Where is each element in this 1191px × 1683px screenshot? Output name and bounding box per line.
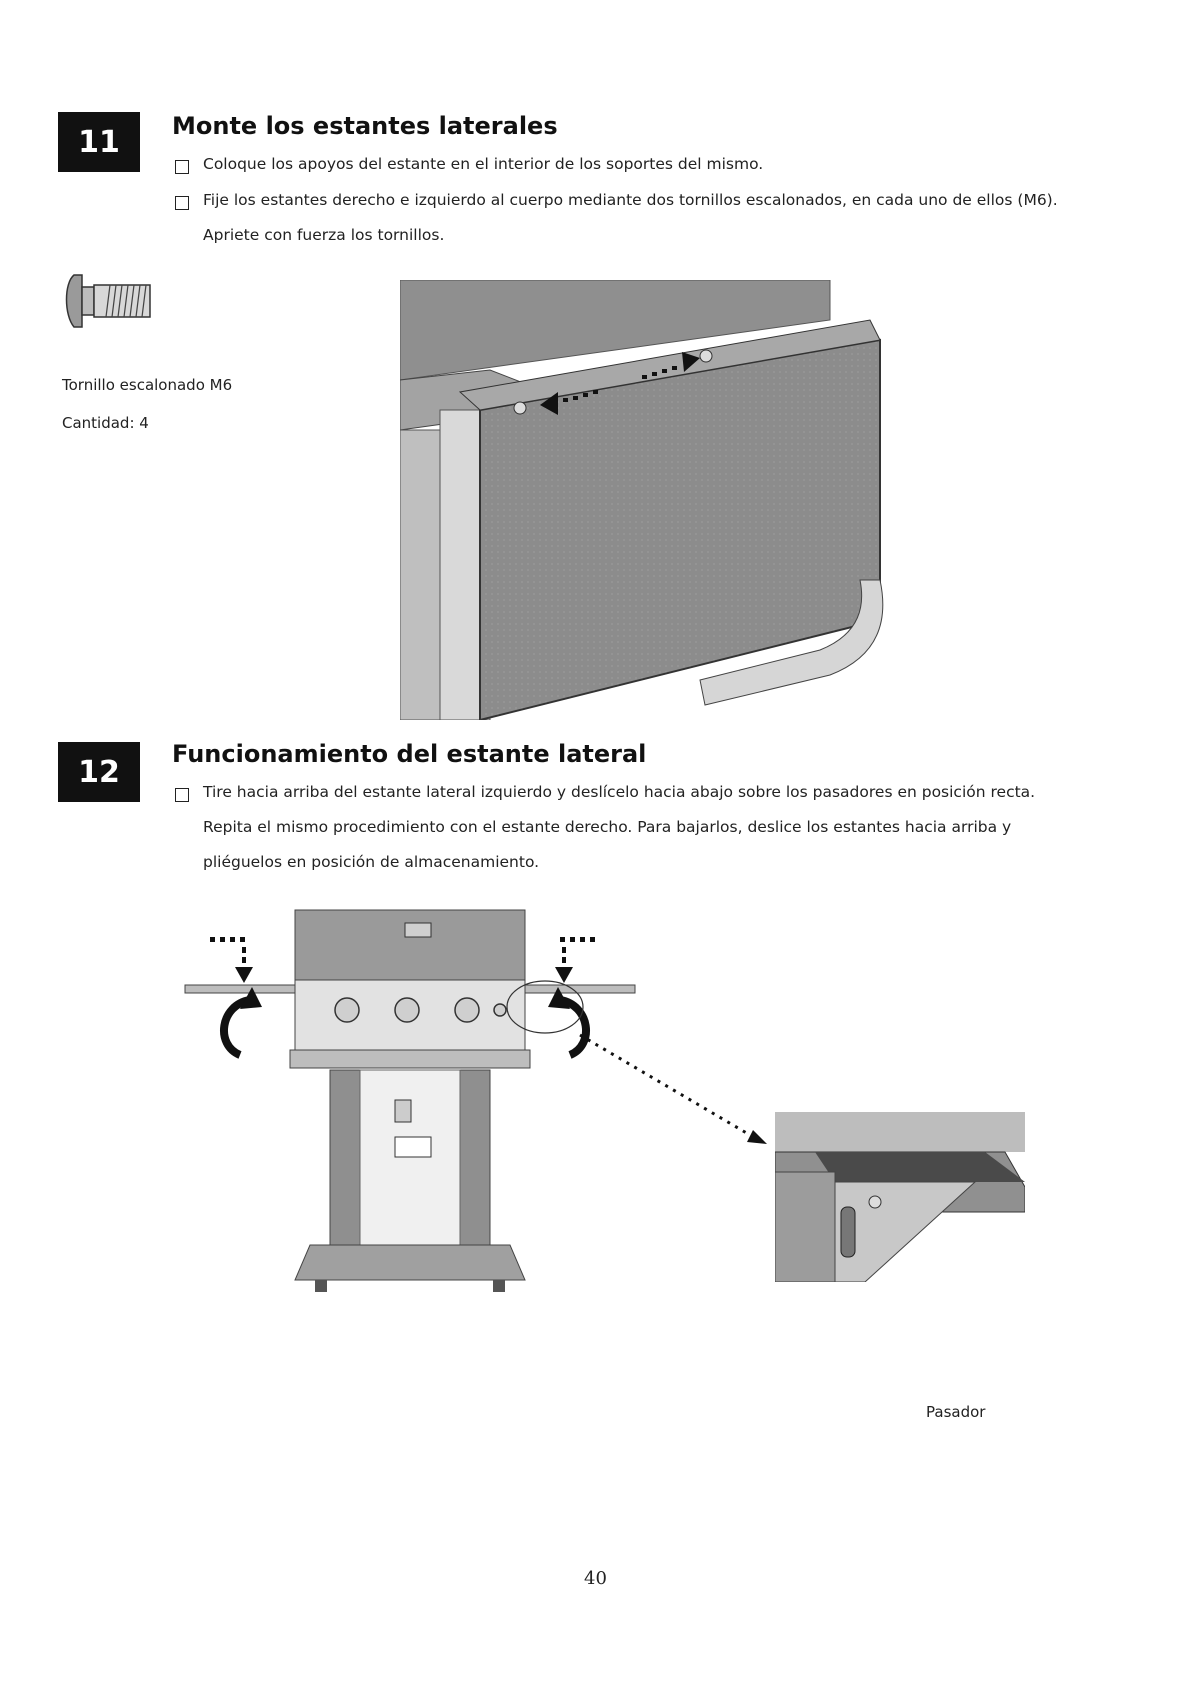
step-number-11: 11 [58, 112, 140, 172]
detail-leader-arrow [575, 1030, 775, 1150]
step-12-instruction-1: Tire hacia arriba del estante lateral izquierdo y deslícelo hacia abajo sobre los pasadores en posición recta. [203, 783, 1036, 801]
step-11-instruction-1: Coloque los apoyos del estante en el interior de los soportes del mismo. [203, 155, 764, 173]
side-shelf-illustration [400, 280, 890, 720]
step-11-instruction-2-cont: Apriete con fuerza los tornillos. [203, 226, 445, 244]
step-11-instruction-2: Fije los estantes derecho e izquierdo al cuerpo mediante dos tornillos escalonados, en cada uno de ellos (M6). [203, 191, 1058, 209]
step-12-title: Funcionamiento del estante lateral [172, 740, 647, 768]
page-number: 40 [584, 1568, 607, 1589]
step-bolt-icon [60, 265, 160, 345]
part-quantity: Cantidad: 4 [62, 414, 149, 432]
checkbox-bullet [175, 196, 189, 210]
step-12-instruction-2: Repita el mismo procedimiento con el estante derecho. Para bajarlos, deslice los estantes hacia arriba y [203, 818, 1012, 836]
checkbox-bullet [175, 788, 189, 802]
step-12-instruction-3: pliéguelos en posición de almacenamiento. [203, 853, 540, 871]
pin-label: Pasador [926, 1403, 986, 1421]
checkbox-bullet [175, 160, 189, 174]
part-name: Tornillo escalonado M6 [62, 376, 233, 394]
step-11-title: Monte los estantes laterales [172, 112, 558, 140]
step-number-12: 12 [58, 742, 140, 802]
grill-illustration [180, 905, 640, 1305]
pin-detail-illustration [775, 1112, 1025, 1282]
